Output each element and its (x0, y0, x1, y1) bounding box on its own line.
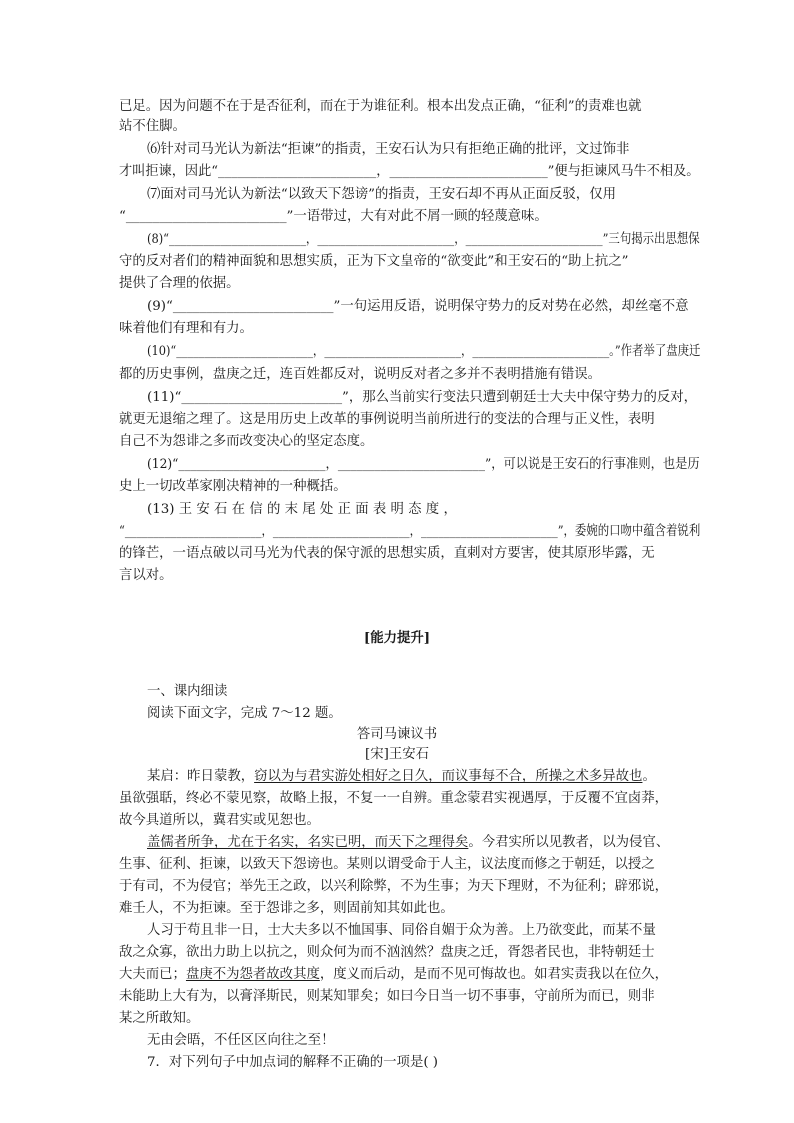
question-11-line-1: (11)“________________________”，那么当前实行变法只遭到朝廷士大夫中保守势力的反对， (147, 390, 698, 405)
passage-line: 未能助上大有为，以膏泽斯民，则某知罪矣；如曰今日当一切不事事，守前所为而已，则非 (119, 989, 655, 1004)
passage-line: 某启：昨日蒙教，窃以为与君实游处相好之日久，而议事每不合，所操之术多异故也。 (147, 769, 656, 784)
passage-line: 敌之众寡，欲出力助上以抗之，则众何为而不汹汹然？盘庚之迁，胥怨者民也，非特朝廷士 (119, 945, 655, 960)
question-13-line-1: (13) 王 安 石 在 信 的 末 尾 处 正 面 表 明 态 度 ， (147, 502, 457, 517)
underlined-sentence: 窃以为与君实游处相好之日久，而议事每不合，所操之术多异故也 (254, 769, 643, 784)
passage-line: 人习于苟且非一日，士大夫多以不恤国事、同俗自媚于众为善。上乃欲变此，而某不量 (147, 923, 656, 938)
passage-line: 生事、征利、拒谏，以致天下怨谤也。某则以谓受命于人主，议法度而修之于朝廷，以授之 (119, 857, 655, 872)
text-line: 已足。因为问题不在于是否征利，而在于为谁征利。根本出发点正确，“征利”的责难也就 (119, 99, 642, 114)
question-11-line-3: 自己不为怨诽之多而改变决心的坚定态度。 (119, 434, 374, 449)
passage-line: 故今具道所以，冀君实或见恕也。 (119, 813, 320, 828)
passage-line: 于有司，不为侵官；举先王之政，以兴利除弊，不为生事；为天下理财，不为征利；辟邪说， (119, 879, 669, 894)
question-8-line-1: (8)“________________________，________________________，________________________”三句揭示出思想保 (147, 232, 700, 247)
passage-author: [宋]王安石 (364, 747, 429, 762)
question-8-line-3: 提供了合理的依据。 (119, 276, 240, 291)
passage-line: 无由会晤，不任区区向往之至！ (147, 1033, 335, 1048)
question-6-line-2: 才叫拒谏，因此“________________________，________________________”便与拒谏风马牛不相及。 (119, 164, 700, 179)
question-12-line-1: (12)“________________________，________________________”，可以说是王安石的行事准则，也是历 (147, 457, 700, 472)
question-13-line-4: 言以对。 (119, 568, 173, 583)
question-7: 7．对下列句子中加点词的解释不正确的一项是( ) (147, 1055, 439, 1070)
underlined-sentence: 盖儒者所争，尤在于名实，名实已明，而天下之理得矣 (147, 835, 469, 850)
question-7-line-2: “________________________”一语带过，大有对此不屑一顾的轻蔑意味。 (119, 209, 548, 224)
question-13-line-3: 的锋芒，一语点破以司马光为代表的保守派的思想实质，直刺对方要害，使其原形毕露，无 (119, 546, 655, 561)
question-6-line-1: ⑹针对司马光认为新法“拒谏”的指责，王安石认为只有拒绝正确的批评，文过饰非 (147, 142, 630, 157)
text-line: 站不住脚。 (119, 119, 186, 134)
section-subheading: 一、课内细读 (147, 684, 228, 699)
passage-line: 盖儒者所争，尤在于名实，名实已明，而天下之理得矣。今君实所以见教者，以为侵官、 (147, 835, 670, 850)
section-heading: [能力提升] (363, 630, 431, 646)
passage-line: 虽欲强聒，终必不蒙见察，故略上报，不复一一自辨。重念蒙君实视遇厚，于反覆不宜卤莽， (119, 791, 669, 806)
passage-title: 答司马谏议书 (356, 727, 438, 742)
passage-line: 某之所敢知。 (119, 1011, 200, 1026)
question-11-line-2: 就更无退缩之理了。这是用历史上改革的事例说明当前所进行的变法的合理与正义性，表明 (119, 412, 655, 427)
question-8-line-2: 守的反对者们的精神面貌和思想实质，正为下文皇帝的“欲变此”和王安石的“助上抗之” (119, 254, 629, 269)
question-12-line-2: 史上一切改革家刚决精神的一种概括。 (119, 479, 347, 494)
question-10-line-2: 都的历史事例，盘庚之迁，连百姓都反对，说明反对者之多并不表明措施有错误。 (119, 367, 602, 382)
question-7-line-1: ⑺面对司马光认为新法“以致天下怨谤”的指责，王安石却不再从正面反驳，仅用 (147, 187, 616, 202)
passage-line: 大夫而已；盘庚不为怨者故改其度，度义而后动，是而不见可悔故也。如君实责我以在位久， (119, 967, 669, 982)
question-9-line-2: 味着他们有理和有力。 (119, 321, 253, 336)
question-10-line-1: (10)“________________________，________________________，________________________。”作者举了盘庚迁 (147, 344, 701, 359)
underlined-sentence: 盘庚不为怨者故改其度 (185, 967, 320, 982)
instruction: 阅读下面文字，完成 7～12 题。 (147, 706, 342, 721)
passage-line: 难壬人，不为拒谏。至于怨诽之多，则固前知其如此也。 (119, 901, 454, 916)
question-9-line-1: (9)“________________________”一句运用反语，说明保守势力的反对势在必然，却丝毫不意 (147, 299, 689, 314)
question-13-line-2: “________________________，________________________，________________________”，委婉的口吻中蕴含着锐利 (119, 524, 701, 539)
